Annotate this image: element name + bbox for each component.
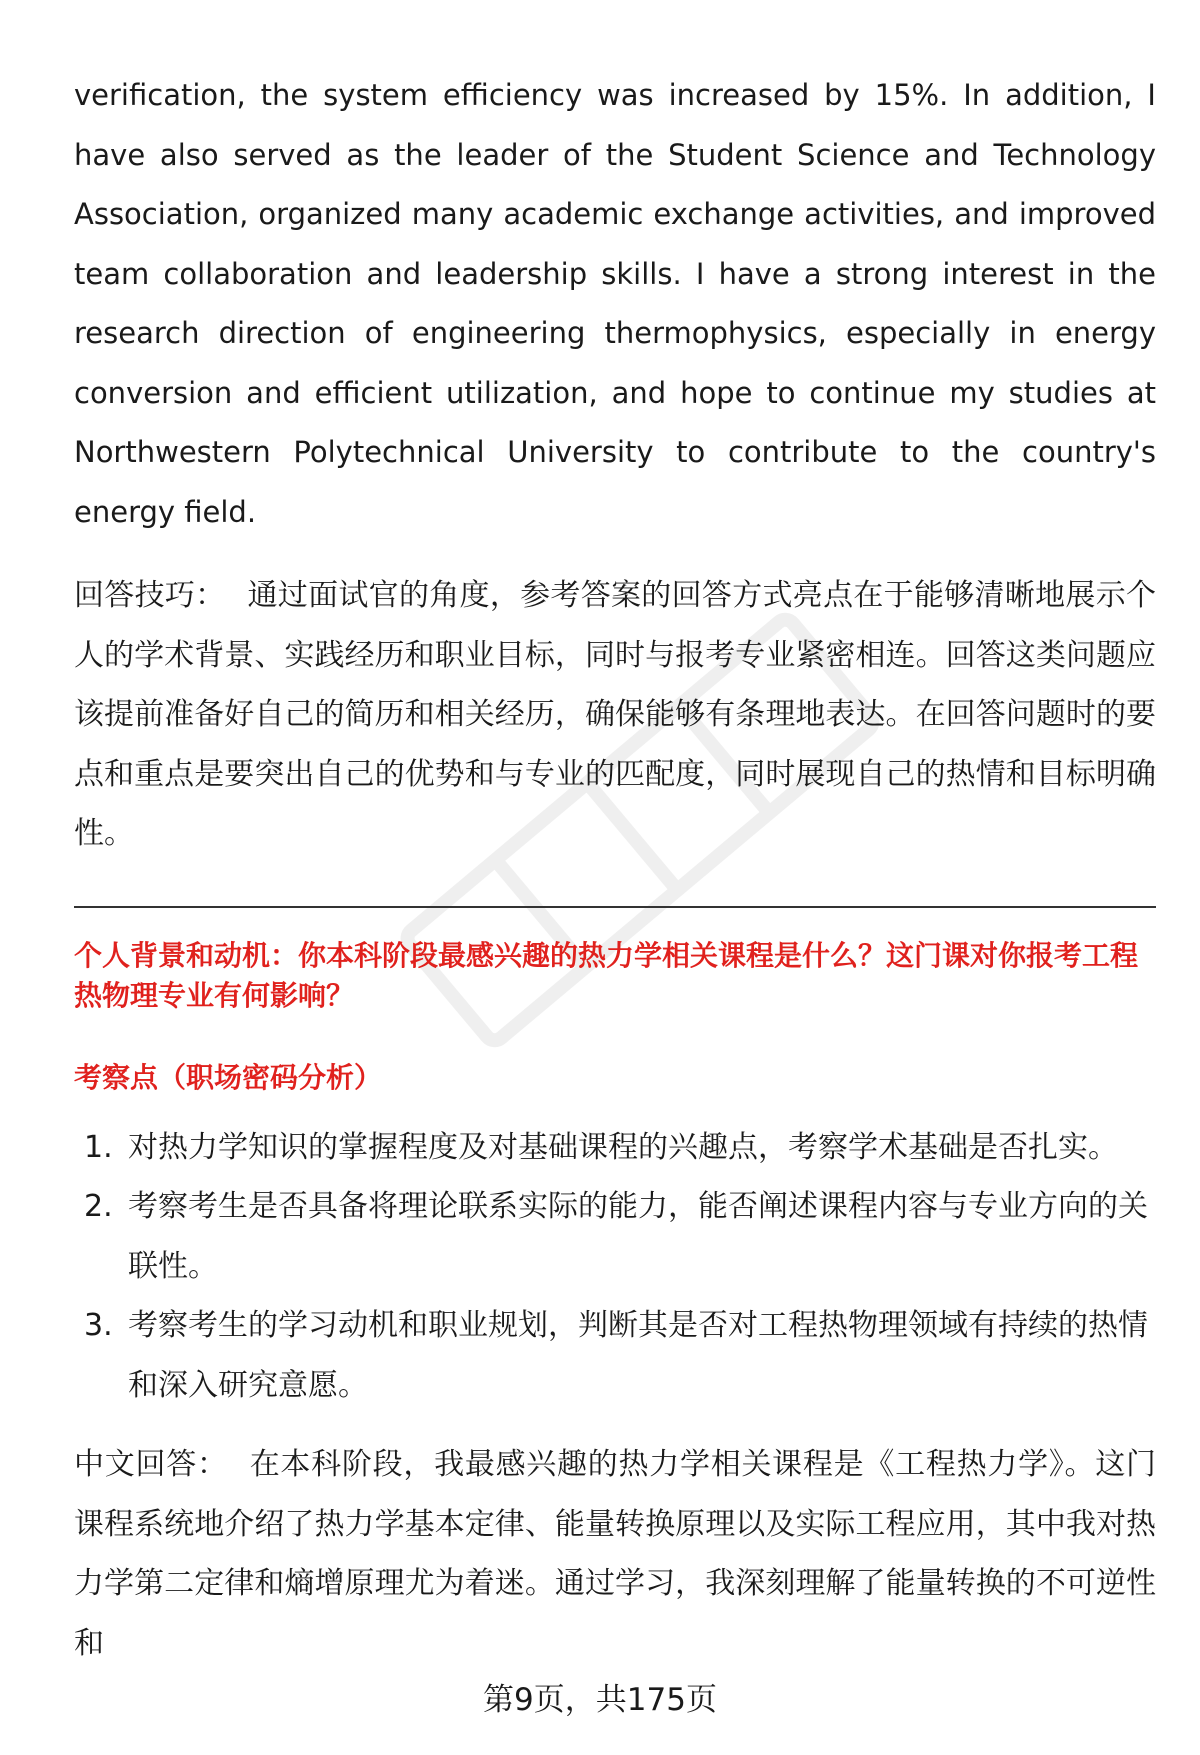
page-footer: 第9页，共175页 bbox=[483, 1682, 717, 1718]
question-heading: 个人背景和动机：你本科阶段最感兴趣的热力学相关课程是什么？这门课对你报考工程热物理专业有何影响？ bbox=[74, 938, 1139, 1012]
list-item-text: 考察考生的学习动机和职业规划，判断其是否对工程热物理领域有持续的热情和深入研究意愿。 bbox=[128, 1308, 1148, 1403]
chinese-answer-text: 在本科阶段，我最感兴趣的热力学相关课程是《工程热力学》。这门课程系统地介绍了热力学基本定律、能量转换原理以及实际工程应用，其中我对热力学第二定律和熵增原理尤为着迷。通过学习，我深刻理解了能量转换的不可逆性和 bbox=[74, 1447, 1157, 1661]
focus-points-list bbox=[74, 1118, 1156, 1416]
list-item-number: 3. bbox=[84, 1308, 113, 1343]
chinese-answer-paragraph bbox=[74, 1435, 1156, 1673]
answer-tips-paragraph bbox=[74, 566, 1156, 864]
list-item-text: 对热力学知识的掌握程度及对基础课程的兴趣点，考察学术基础是否扎实。 bbox=[128, 1129, 1118, 1165]
section-divider bbox=[74, 906, 1156, 908]
list-item bbox=[74, 1118, 1156, 1178]
list-item-text: 考察考生是否具备将理论联系实际的能力，能否阐述课程内容与专业方向的关联性。 bbox=[128, 1189, 1148, 1284]
answer-tips-text: 通过面试官的角度，参考答案的回答方式亮点在于能够清晰地展示个人的学术背景、实践经历和职业目标，同时与报考专业紧密相连。回答这类问题应该提前准备好自己的简历和相关经历，确保能够有条理地表达。在回答问题时的要点和重点是要突出自己的优势和与专业的匹配度，同时展现自己的热情和目标明确性。 bbox=[74, 578, 1157, 851]
list-item bbox=[74, 1296, 1156, 1415]
focus-points-heading: 考察点（职场密码分析） bbox=[74, 1060, 383, 1094]
english-answer-paragraph: verification, the system efficiency was increased by 15%. In addition, I have also served as the leader of the Student Science and Technology Association, organized many academic exchange activities, and improved team collaboration and leadership skills. I have a strong interest in the research direction of engineering thermophysics, especially in energy conversion and efficient utilization, and hope to continue my studies at Northwestern Polytechnical University to contribute to the country's energy field. bbox=[74, 78, 1156, 529]
list-item bbox=[74, 1177, 1156, 1296]
list-item-number: 1. bbox=[84, 1129, 113, 1165]
chinese-answer-label: 中文回答： bbox=[74, 1447, 228, 1482]
page-content bbox=[74, 66, 1156, 1673]
list-item-number: 2. bbox=[84, 1189, 113, 1224]
answer-tips-label: 回答技巧： bbox=[74, 578, 226, 613]
